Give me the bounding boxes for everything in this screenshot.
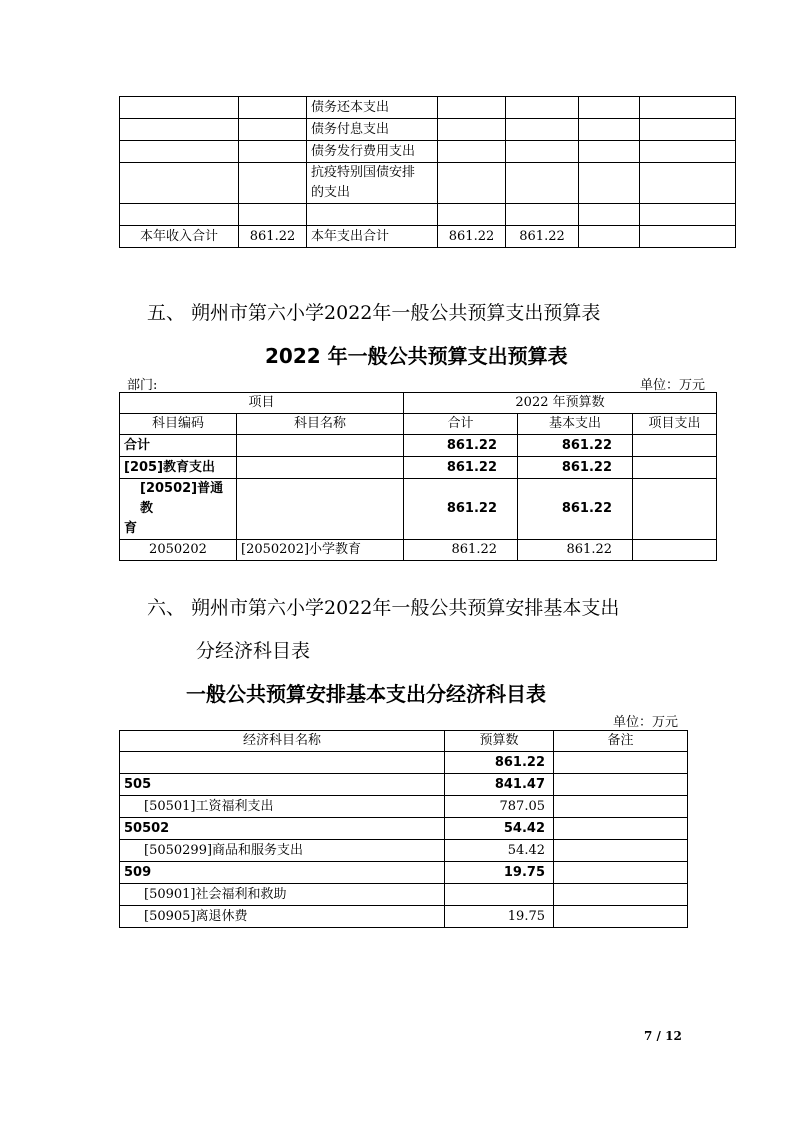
table-row	[120, 906, 688, 928]
table-header-row	[120, 393, 717, 414]
table-row	[120, 435, 717, 457]
row-name: [50901]社会福利和救助	[120, 884, 445, 906]
header-code: 科目编码	[120, 414, 237, 435]
row-name: [50501]工资福利支出	[120, 796, 445, 818]
row-amount: 54.42	[445, 840, 554, 862]
row-project-exp	[633, 540, 717, 561]
row-total: 861.22	[404, 479, 518, 540]
row-project-exp	[633, 479, 717, 540]
row-name	[120, 752, 445, 774]
row-name: [2050202]小学教育	[237, 540, 404, 561]
row-name: [50905]离退休费	[120, 906, 445, 928]
row-amount: 54.42	[445, 818, 554, 840]
table-row	[120, 479, 717, 540]
row-name	[237, 457, 404, 479]
row-basic: 861.22	[518, 479, 633, 540]
row-amount	[445, 884, 554, 906]
row-project-exp	[633, 457, 717, 479]
row-name: 50502	[120, 818, 445, 840]
table-row	[120, 752, 688, 774]
expense-item: 债务付息支出	[307, 119, 438, 141]
row-amount: 841.47	[445, 774, 554, 796]
table-row	[120, 540, 717, 561]
table-header-row	[120, 731, 688, 752]
row-total: 861.22	[404, 435, 518, 457]
table-row	[120, 862, 688, 884]
row-amount: 787.05	[445, 796, 554, 818]
section6-title: 一般公共预算安排基本支出分经济科目表	[186, 682, 546, 706]
table-row	[120, 163, 736, 204]
dept-label: 部门:	[127, 378, 158, 393]
row-code: 合计	[120, 435, 237, 457]
unit-label: 单位：万元	[640, 378, 706, 393]
table-row	[120, 119, 736, 141]
economic-category-table	[119, 730, 688, 928]
row-basic: 861.22	[518, 457, 633, 479]
row-name: 505	[120, 774, 445, 796]
table-row	[120, 141, 736, 163]
table-row	[120, 796, 688, 818]
page-number: 7 / 12	[644, 1029, 682, 1043]
header-name: 经济科目名称	[120, 731, 445, 752]
header-project-exp: 项目支出	[633, 414, 717, 435]
row-code: [20502]普通教 育	[120, 479, 237, 540]
table-row	[120, 457, 717, 479]
section5-title: 2022 年一般公共预算支出预算表	[265, 344, 568, 368]
header-basic: 基本支出	[518, 414, 633, 435]
row-code: 2050202	[120, 540, 237, 561]
row-amount: 861.22	[445, 752, 554, 774]
table-header-row	[120, 414, 717, 435]
header-total: 合计	[404, 414, 518, 435]
row-amount: 19.75	[445, 862, 554, 884]
table-row	[120, 840, 688, 862]
row-basic: 861.22	[518, 540, 633, 561]
expense-total-label: 本年支出合计	[307, 226, 438, 248]
income-expense-table	[119, 96, 736, 248]
row-name	[237, 435, 404, 457]
row-total: 861.22	[404, 457, 518, 479]
row-name: 509	[120, 862, 445, 884]
row-project-exp	[633, 435, 717, 457]
income-total-label: 本年收入合计	[120, 226, 239, 248]
expense-total-value-2: 861.22	[506, 226, 579, 248]
row-code: [205]教育支出	[120, 457, 237, 479]
row-amount: 19.75	[445, 906, 554, 928]
table-row	[120, 774, 688, 796]
section6-heading: 六、 朔州市第六小学2022年一般公共预算安排基本支出	[147, 597, 620, 619]
table-row	[120, 884, 688, 906]
header-name: 科目名称	[237, 414, 404, 435]
table-row	[120, 226, 736, 248]
expense-total-value: 861.22	[438, 226, 506, 248]
table-row	[120, 204, 736, 226]
expense-item: 抗疫特别国债安排 的支出	[307, 163, 438, 204]
unit-label: 单位：万元	[613, 715, 679, 730]
header-budget: 2022 年预算数	[404, 393, 717, 414]
expense-item: 债务还本支出	[307, 97, 438, 119]
header-note: 备注	[554, 731, 688, 752]
row-name	[237, 479, 404, 540]
table-row	[120, 818, 688, 840]
section5-heading: 五、 朔州市第六小学2022年一般公共预算支出预算表	[147, 302, 601, 324]
table-row	[120, 97, 736, 119]
income-total-value: 861.22	[239, 226, 307, 248]
budget-expense-table	[119, 392, 717, 561]
row-basic: 861.22	[518, 435, 633, 457]
row-name: [5050299]商品和服务支出	[120, 840, 445, 862]
row-total: 861.22	[404, 540, 518, 561]
header-project: 项目	[120, 393, 404, 414]
section6-heading-cont: 分经济科目表	[196, 640, 311, 662]
header-amount: 预算数	[445, 731, 554, 752]
expense-item: 债务发行费用支出	[307, 141, 438, 163]
